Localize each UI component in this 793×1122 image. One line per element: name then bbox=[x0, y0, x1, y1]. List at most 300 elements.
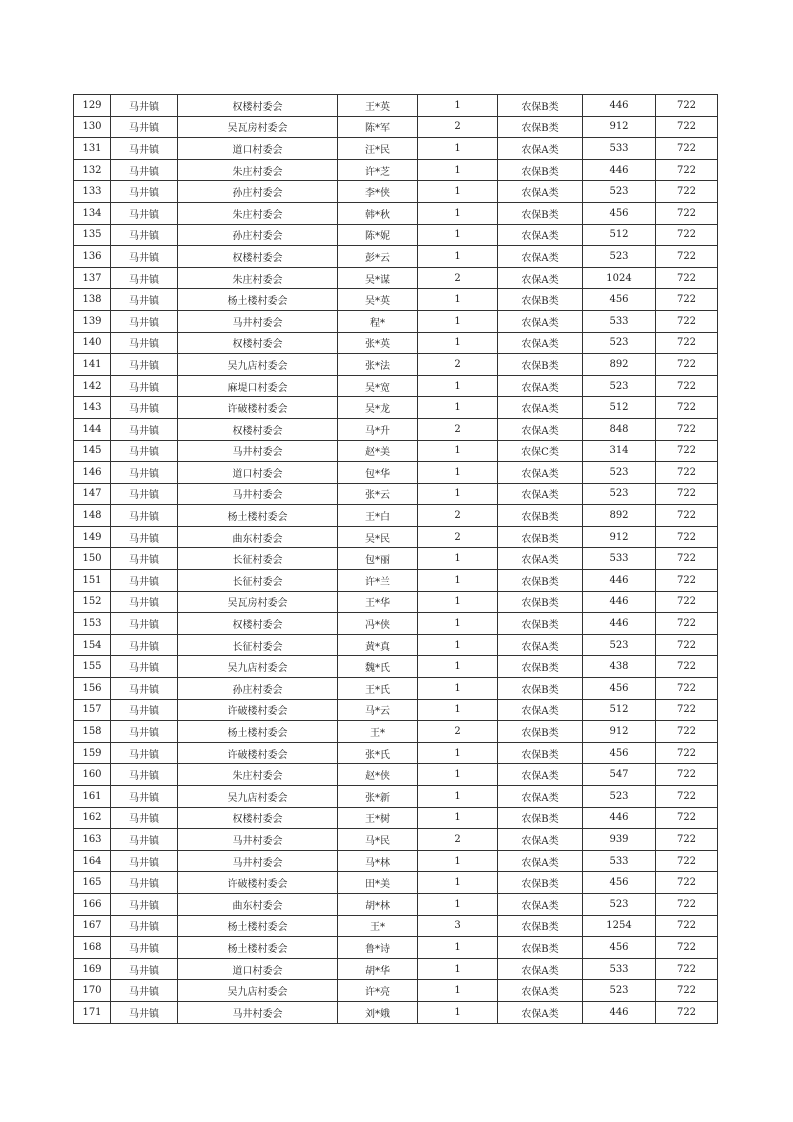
amount-cell: 456 bbox=[583, 678, 656, 700]
category-cell: 农保B类 bbox=[498, 159, 583, 181]
amount-cell: 912 bbox=[583, 526, 656, 548]
table-row bbox=[74, 786, 718, 808]
name-cell: 马*民 bbox=[338, 829, 418, 851]
household-size-cell: 2 bbox=[418, 505, 498, 527]
serial-number-cell: 161 bbox=[74, 786, 111, 808]
category-cell: 农保B类 bbox=[498, 505, 583, 527]
standard-cell: 722 bbox=[656, 893, 718, 915]
category-cell: 农保B类 bbox=[498, 289, 583, 311]
household-size-cell: 1 bbox=[418, 462, 498, 484]
table-row bbox=[74, 893, 718, 915]
household-size-cell: 1 bbox=[418, 656, 498, 678]
name-cell: 彭*云 bbox=[338, 246, 418, 268]
village-committee-cell: 曲东村委会 bbox=[178, 526, 338, 548]
town-cell: 马井镇 bbox=[111, 613, 178, 635]
standard-cell: 722 bbox=[656, 397, 718, 419]
amount-cell: 446 bbox=[583, 159, 656, 181]
household-size-cell: 1 bbox=[418, 591, 498, 613]
amount-cell: 912 bbox=[583, 721, 656, 743]
serial-number-cell: 145 bbox=[74, 440, 111, 462]
village-committee-cell: 权楼村委会 bbox=[178, 246, 338, 268]
household-size-cell: 1 bbox=[418, 872, 498, 894]
town-cell: 马井镇 bbox=[111, 116, 178, 138]
standard-cell: 722 bbox=[656, 310, 718, 332]
standard-cell: 722 bbox=[656, 375, 718, 397]
amount-cell: 512 bbox=[583, 699, 656, 721]
name-cell: 陈*军 bbox=[338, 116, 418, 138]
name-cell: 鲁*诗 bbox=[338, 937, 418, 959]
household-size-cell: 1 bbox=[418, 483, 498, 505]
serial-number-cell: 132 bbox=[74, 159, 111, 181]
household-size-cell: 1 bbox=[418, 181, 498, 203]
name-cell: 黄*真 bbox=[338, 634, 418, 656]
category-cell: 农保A类 bbox=[498, 224, 583, 246]
serial-number-cell: 137 bbox=[74, 267, 111, 289]
amount-cell: 446 bbox=[583, 570, 656, 592]
standard-cell: 722 bbox=[656, 354, 718, 376]
town-cell: 马井镇 bbox=[111, 375, 178, 397]
serial-number-cell: 152 bbox=[74, 591, 111, 613]
category-cell: 农保A类 bbox=[498, 483, 583, 505]
standard-cell: 722 bbox=[656, 807, 718, 829]
amount-cell: 523 bbox=[583, 246, 656, 268]
category-cell: 农保B类 bbox=[498, 202, 583, 224]
town-cell: 马井镇 bbox=[111, 181, 178, 203]
standard-cell: 722 bbox=[656, 570, 718, 592]
serial-number-cell: 156 bbox=[74, 678, 111, 700]
serial-number-cell: 163 bbox=[74, 829, 111, 851]
serial-number-cell: 139 bbox=[74, 310, 111, 332]
village-committee-cell: 权楼村委会 bbox=[178, 95, 338, 117]
table-row bbox=[74, 850, 718, 872]
category-cell: 农保B类 bbox=[498, 613, 583, 635]
village-committee-cell: 马井村委会 bbox=[178, 850, 338, 872]
table-row bbox=[74, 872, 718, 894]
name-cell: 张*法 bbox=[338, 354, 418, 376]
category-cell: 农保B类 bbox=[498, 570, 583, 592]
table-row bbox=[74, 570, 718, 592]
village-committee-cell: 杨土楼村委会 bbox=[178, 721, 338, 743]
town-cell: 马井镇 bbox=[111, 591, 178, 613]
village-committee-cell: 长征村委会 bbox=[178, 570, 338, 592]
table-row bbox=[74, 656, 718, 678]
town-cell: 马井镇 bbox=[111, 721, 178, 743]
serial-number-cell: 135 bbox=[74, 224, 111, 246]
standard-cell: 722 bbox=[656, 440, 718, 462]
town-cell: 马井镇 bbox=[111, 548, 178, 570]
amount-cell: 533 bbox=[583, 548, 656, 570]
serial-number-cell: 169 bbox=[74, 958, 111, 980]
town-cell: 马井镇 bbox=[111, 138, 178, 160]
category-cell: 农保A类 bbox=[498, 893, 583, 915]
standard-cell: 722 bbox=[656, 289, 718, 311]
standard-cell: 722 bbox=[656, 462, 718, 484]
amount-cell: 547 bbox=[583, 764, 656, 786]
town-cell: 马井镇 bbox=[111, 764, 178, 786]
household-size-cell: 1 bbox=[418, 1001, 498, 1023]
household-size-cell: 1 bbox=[418, 786, 498, 808]
category-cell: 农保B类 bbox=[498, 591, 583, 613]
serial-number-cell: 153 bbox=[74, 613, 111, 635]
name-cell: 马*升 bbox=[338, 418, 418, 440]
standard-cell: 722 bbox=[656, 656, 718, 678]
household-size-cell: 1 bbox=[418, 310, 498, 332]
standard-cell: 722 bbox=[656, 483, 718, 505]
serial-number-cell: 149 bbox=[74, 526, 111, 548]
household-size-cell: 1 bbox=[418, 850, 498, 872]
amount-cell: 523 bbox=[583, 893, 656, 915]
amount-cell: 456 bbox=[583, 742, 656, 764]
table-row bbox=[74, 332, 718, 354]
category-cell: 农保A类 bbox=[498, 850, 583, 872]
household-size-cell: 1 bbox=[418, 699, 498, 721]
serial-number-cell: 141 bbox=[74, 354, 111, 376]
town-cell: 马井镇 bbox=[111, 1001, 178, 1023]
table-row bbox=[74, 807, 718, 829]
town-cell: 马井镇 bbox=[111, 937, 178, 959]
name-cell: 马*云 bbox=[338, 699, 418, 721]
amount-cell: 912 bbox=[583, 116, 656, 138]
table-row bbox=[74, 354, 718, 376]
table-row bbox=[74, 764, 718, 786]
amount-cell: 314 bbox=[583, 440, 656, 462]
village-committee-cell: 马井村委会 bbox=[178, 829, 338, 851]
name-cell: 魏*氏 bbox=[338, 656, 418, 678]
village-committee-cell: 杨土楼村委会 bbox=[178, 505, 338, 527]
town-cell: 马井镇 bbox=[111, 570, 178, 592]
serial-number-cell: 170 bbox=[74, 980, 111, 1002]
serial-number-cell: 155 bbox=[74, 656, 111, 678]
serial-number-cell: 165 bbox=[74, 872, 111, 894]
serial-number-cell: 146 bbox=[74, 462, 111, 484]
category-cell: 农保A类 bbox=[498, 462, 583, 484]
standard-cell: 722 bbox=[656, 786, 718, 808]
village-committee-cell: 马井村委会 bbox=[178, 1001, 338, 1023]
category-cell: 农保A类 bbox=[498, 246, 583, 268]
amount-cell: 523 bbox=[583, 332, 656, 354]
category-cell: 农保A类 bbox=[498, 1001, 583, 1023]
amount-cell: 892 bbox=[583, 505, 656, 527]
town-cell: 马井镇 bbox=[111, 418, 178, 440]
name-cell: 王* bbox=[338, 721, 418, 743]
table-row bbox=[74, 181, 718, 203]
village-committee-cell: 孙庄村委会 bbox=[178, 224, 338, 246]
category-cell: 农保B类 bbox=[498, 742, 583, 764]
table-body bbox=[74, 95, 718, 1024]
standard-cell: 722 bbox=[656, 915, 718, 937]
serial-number-cell: 134 bbox=[74, 202, 111, 224]
serial-number-cell: 166 bbox=[74, 893, 111, 915]
standard-cell: 722 bbox=[656, 829, 718, 851]
household-size-cell: 2 bbox=[418, 267, 498, 289]
village-committee-cell: 吴瓦房村委会 bbox=[178, 591, 338, 613]
town-cell: 马井镇 bbox=[111, 958, 178, 980]
town-cell: 马井镇 bbox=[111, 159, 178, 181]
amount-cell: 523 bbox=[583, 375, 656, 397]
village-committee-cell: 吴九店村委会 bbox=[178, 786, 338, 808]
town-cell: 马井镇 bbox=[111, 202, 178, 224]
category-cell: 农保A类 bbox=[498, 310, 583, 332]
town-cell: 马井镇 bbox=[111, 310, 178, 332]
village-committee-cell: 曲东村委会 bbox=[178, 893, 338, 915]
name-cell: 王*英 bbox=[338, 95, 418, 117]
serial-number-cell: 143 bbox=[74, 397, 111, 419]
household-size-cell: 2 bbox=[418, 721, 498, 743]
village-committee-cell: 麻堤口村委会 bbox=[178, 375, 338, 397]
table-row bbox=[74, 375, 718, 397]
table-row bbox=[74, 440, 718, 462]
standard-cell: 722 bbox=[656, 202, 718, 224]
table-row bbox=[74, 310, 718, 332]
household-size-cell: 3 bbox=[418, 915, 498, 937]
standard-cell: 722 bbox=[656, 526, 718, 548]
table-row bbox=[74, 937, 718, 959]
name-cell: 赵*侠 bbox=[338, 764, 418, 786]
serial-number-cell: 138 bbox=[74, 289, 111, 311]
standard-cell: 722 bbox=[656, 246, 718, 268]
serial-number-cell: 150 bbox=[74, 548, 111, 570]
household-size-cell: 1 bbox=[418, 634, 498, 656]
village-committee-cell: 长征村委会 bbox=[178, 634, 338, 656]
name-cell: 胡*华 bbox=[338, 958, 418, 980]
category-cell: 农保A类 bbox=[498, 375, 583, 397]
serial-number-cell: 154 bbox=[74, 634, 111, 656]
village-committee-cell: 吴九店村委会 bbox=[178, 656, 338, 678]
household-size-cell: 1 bbox=[418, 289, 498, 311]
amount-cell: 512 bbox=[583, 224, 656, 246]
town-cell: 马井镇 bbox=[111, 656, 178, 678]
table-row bbox=[74, 526, 718, 548]
standard-cell: 722 bbox=[656, 634, 718, 656]
amount-cell: 446 bbox=[583, 613, 656, 635]
standard-cell: 722 bbox=[656, 332, 718, 354]
table-row bbox=[74, 915, 718, 937]
category-cell: 农保A类 bbox=[498, 267, 583, 289]
category-cell: 农保B类 bbox=[498, 526, 583, 548]
town-cell: 马井镇 bbox=[111, 678, 178, 700]
table-row bbox=[74, 397, 718, 419]
household-size-cell: 1 bbox=[418, 159, 498, 181]
village-committee-cell: 杨土楼村委会 bbox=[178, 937, 338, 959]
town-cell: 马井镇 bbox=[111, 440, 178, 462]
village-committee-cell: 朱庄村委会 bbox=[178, 764, 338, 786]
name-cell: 张*云 bbox=[338, 483, 418, 505]
amount-cell: 939 bbox=[583, 829, 656, 851]
town-cell: 马井镇 bbox=[111, 267, 178, 289]
town-cell: 马井镇 bbox=[111, 224, 178, 246]
name-cell: 马*林 bbox=[338, 850, 418, 872]
town-cell: 马井镇 bbox=[111, 505, 178, 527]
name-cell: 吴*民 bbox=[338, 526, 418, 548]
amount-cell: 848 bbox=[583, 418, 656, 440]
name-cell: 张*英 bbox=[338, 332, 418, 354]
village-committee-cell: 杨土楼村委会 bbox=[178, 915, 338, 937]
town-cell: 马井镇 bbox=[111, 872, 178, 894]
serial-number-cell: 142 bbox=[74, 375, 111, 397]
standard-cell: 722 bbox=[656, 850, 718, 872]
household-size-cell: 1 bbox=[418, 742, 498, 764]
town-cell: 马井镇 bbox=[111, 462, 178, 484]
household-size-cell: 1 bbox=[418, 246, 498, 268]
standard-cell: 722 bbox=[656, 224, 718, 246]
name-cell: 陈*妮 bbox=[338, 224, 418, 246]
table-row bbox=[74, 418, 718, 440]
amount-cell: 446 bbox=[583, 1001, 656, 1023]
serial-number-cell: 144 bbox=[74, 418, 111, 440]
table-row bbox=[74, 980, 718, 1002]
name-cell: 王*树 bbox=[338, 807, 418, 829]
name-cell: 吴*宽 bbox=[338, 375, 418, 397]
village-committee-cell: 朱庄村委会 bbox=[178, 202, 338, 224]
household-size-cell: 1 bbox=[418, 678, 498, 700]
name-cell: 吴*龙 bbox=[338, 397, 418, 419]
table-row bbox=[74, 699, 718, 721]
table-row bbox=[74, 721, 718, 743]
serial-number-cell: 129 bbox=[74, 95, 111, 117]
table-row bbox=[74, 462, 718, 484]
household-size-cell: 1 bbox=[418, 764, 498, 786]
village-committee-cell: 许破楼村委会 bbox=[178, 699, 338, 721]
serial-number-cell: 167 bbox=[74, 915, 111, 937]
village-committee-cell: 许破楼村委会 bbox=[178, 397, 338, 419]
table-row bbox=[74, 95, 718, 117]
household-size-cell: 1 bbox=[418, 807, 498, 829]
table-row bbox=[74, 505, 718, 527]
serial-number-cell: 148 bbox=[74, 505, 111, 527]
amount-cell: 523 bbox=[583, 181, 656, 203]
name-cell: 王*氏 bbox=[338, 678, 418, 700]
household-size-cell: 1 bbox=[418, 202, 498, 224]
name-cell: 王*华 bbox=[338, 591, 418, 613]
amount-cell: 1024 bbox=[583, 267, 656, 289]
standard-cell: 722 bbox=[656, 764, 718, 786]
amount-cell: 1254 bbox=[583, 915, 656, 937]
serial-number-cell: 162 bbox=[74, 807, 111, 829]
town-cell: 马井镇 bbox=[111, 634, 178, 656]
household-size-cell: 1 bbox=[418, 224, 498, 246]
village-committee-cell: 长征村委会 bbox=[178, 548, 338, 570]
town-cell: 马井镇 bbox=[111, 332, 178, 354]
town-cell: 马井镇 bbox=[111, 699, 178, 721]
standard-cell: 722 bbox=[656, 591, 718, 613]
name-cell: 张*新 bbox=[338, 786, 418, 808]
town-cell: 马井镇 bbox=[111, 95, 178, 117]
category-cell: 农保A类 bbox=[498, 829, 583, 851]
category-cell: 农保A类 bbox=[498, 786, 583, 808]
household-size-cell: 1 bbox=[418, 958, 498, 980]
standard-cell: 722 bbox=[656, 267, 718, 289]
town-cell: 马井镇 bbox=[111, 829, 178, 851]
village-committee-cell: 道口村委会 bbox=[178, 958, 338, 980]
table-row bbox=[74, 138, 718, 160]
household-size-cell: 1 bbox=[418, 440, 498, 462]
town-cell: 马井镇 bbox=[111, 483, 178, 505]
name-cell: 许*兰 bbox=[338, 570, 418, 592]
category-cell: 农保A类 bbox=[498, 418, 583, 440]
amount-cell: 533 bbox=[583, 850, 656, 872]
category-cell: 农保B类 bbox=[498, 116, 583, 138]
table-row bbox=[74, 958, 718, 980]
serial-number-cell: 159 bbox=[74, 742, 111, 764]
name-cell: 许*亮 bbox=[338, 980, 418, 1002]
category-cell: 农保B类 bbox=[498, 807, 583, 829]
name-cell: 韩*秋 bbox=[338, 202, 418, 224]
amount-cell: 523 bbox=[583, 462, 656, 484]
village-committee-cell: 道口村委会 bbox=[178, 138, 338, 160]
village-committee-cell: 马井村委会 bbox=[178, 483, 338, 505]
household-size-cell: 1 bbox=[418, 332, 498, 354]
standard-cell: 722 bbox=[656, 181, 718, 203]
table-row bbox=[74, 289, 718, 311]
household-size-cell: 1 bbox=[418, 893, 498, 915]
village-committee-cell: 杨土楼村委会 bbox=[178, 289, 338, 311]
name-cell: 吴*谋 bbox=[338, 267, 418, 289]
standard-cell: 722 bbox=[656, 678, 718, 700]
table-row bbox=[74, 591, 718, 613]
category-cell: 农保A类 bbox=[498, 397, 583, 419]
village-committee-cell: 马井村委会 bbox=[178, 440, 338, 462]
amount-cell: 456 bbox=[583, 289, 656, 311]
category-cell: 农保B类 bbox=[498, 937, 583, 959]
serial-number-cell: 131 bbox=[74, 138, 111, 160]
category-cell: 农保A类 bbox=[498, 764, 583, 786]
name-cell: 胡*林 bbox=[338, 893, 418, 915]
town-cell: 马井镇 bbox=[111, 807, 178, 829]
standard-cell: 722 bbox=[656, 418, 718, 440]
table-row bbox=[74, 224, 718, 246]
standard-cell: 722 bbox=[656, 980, 718, 1002]
amount-cell: 523 bbox=[583, 786, 656, 808]
standard-cell: 722 bbox=[656, 872, 718, 894]
town-cell: 马井镇 bbox=[111, 354, 178, 376]
table-row bbox=[74, 1001, 718, 1023]
table-row bbox=[74, 829, 718, 851]
village-committee-cell: 权楼村委会 bbox=[178, 332, 338, 354]
standard-cell: 722 bbox=[656, 159, 718, 181]
standard-cell: 722 bbox=[656, 937, 718, 959]
village-committee-cell: 朱庄村委会 bbox=[178, 267, 338, 289]
name-cell: 汪*民 bbox=[338, 138, 418, 160]
household-size-cell: 1 bbox=[418, 95, 498, 117]
amount-cell: 523 bbox=[583, 483, 656, 505]
household-size-cell: 2 bbox=[418, 116, 498, 138]
serial-number-cell: 164 bbox=[74, 850, 111, 872]
standard-cell: 722 bbox=[656, 721, 718, 743]
town-cell: 马井镇 bbox=[111, 289, 178, 311]
category-cell: 农保B类 bbox=[498, 872, 583, 894]
table-row bbox=[74, 613, 718, 635]
name-cell: 许*芝 bbox=[338, 159, 418, 181]
name-cell: 包*华 bbox=[338, 462, 418, 484]
table-row bbox=[74, 678, 718, 700]
village-committee-cell: 朱庄村委会 bbox=[178, 159, 338, 181]
name-cell: 包*丽 bbox=[338, 548, 418, 570]
amount-cell: 456 bbox=[583, 872, 656, 894]
village-committee-cell: 权楼村委会 bbox=[178, 807, 338, 829]
table-row bbox=[74, 548, 718, 570]
household-size-cell: 2 bbox=[418, 354, 498, 376]
village-committee-cell: 许破楼村委会 bbox=[178, 742, 338, 764]
name-cell: 王* bbox=[338, 915, 418, 937]
category-cell: 农保C类 bbox=[498, 440, 583, 462]
table-row bbox=[74, 267, 718, 289]
household-size-cell: 1 bbox=[418, 548, 498, 570]
village-committee-cell: 孙庄村委会 bbox=[178, 181, 338, 203]
village-committee-cell: 吴九店村委会 bbox=[178, 354, 338, 376]
amount-cell: 438 bbox=[583, 656, 656, 678]
village-committee-cell: 吴瓦房村委会 bbox=[178, 116, 338, 138]
serial-number-cell: 171 bbox=[74, 1001, 111, 1023]
